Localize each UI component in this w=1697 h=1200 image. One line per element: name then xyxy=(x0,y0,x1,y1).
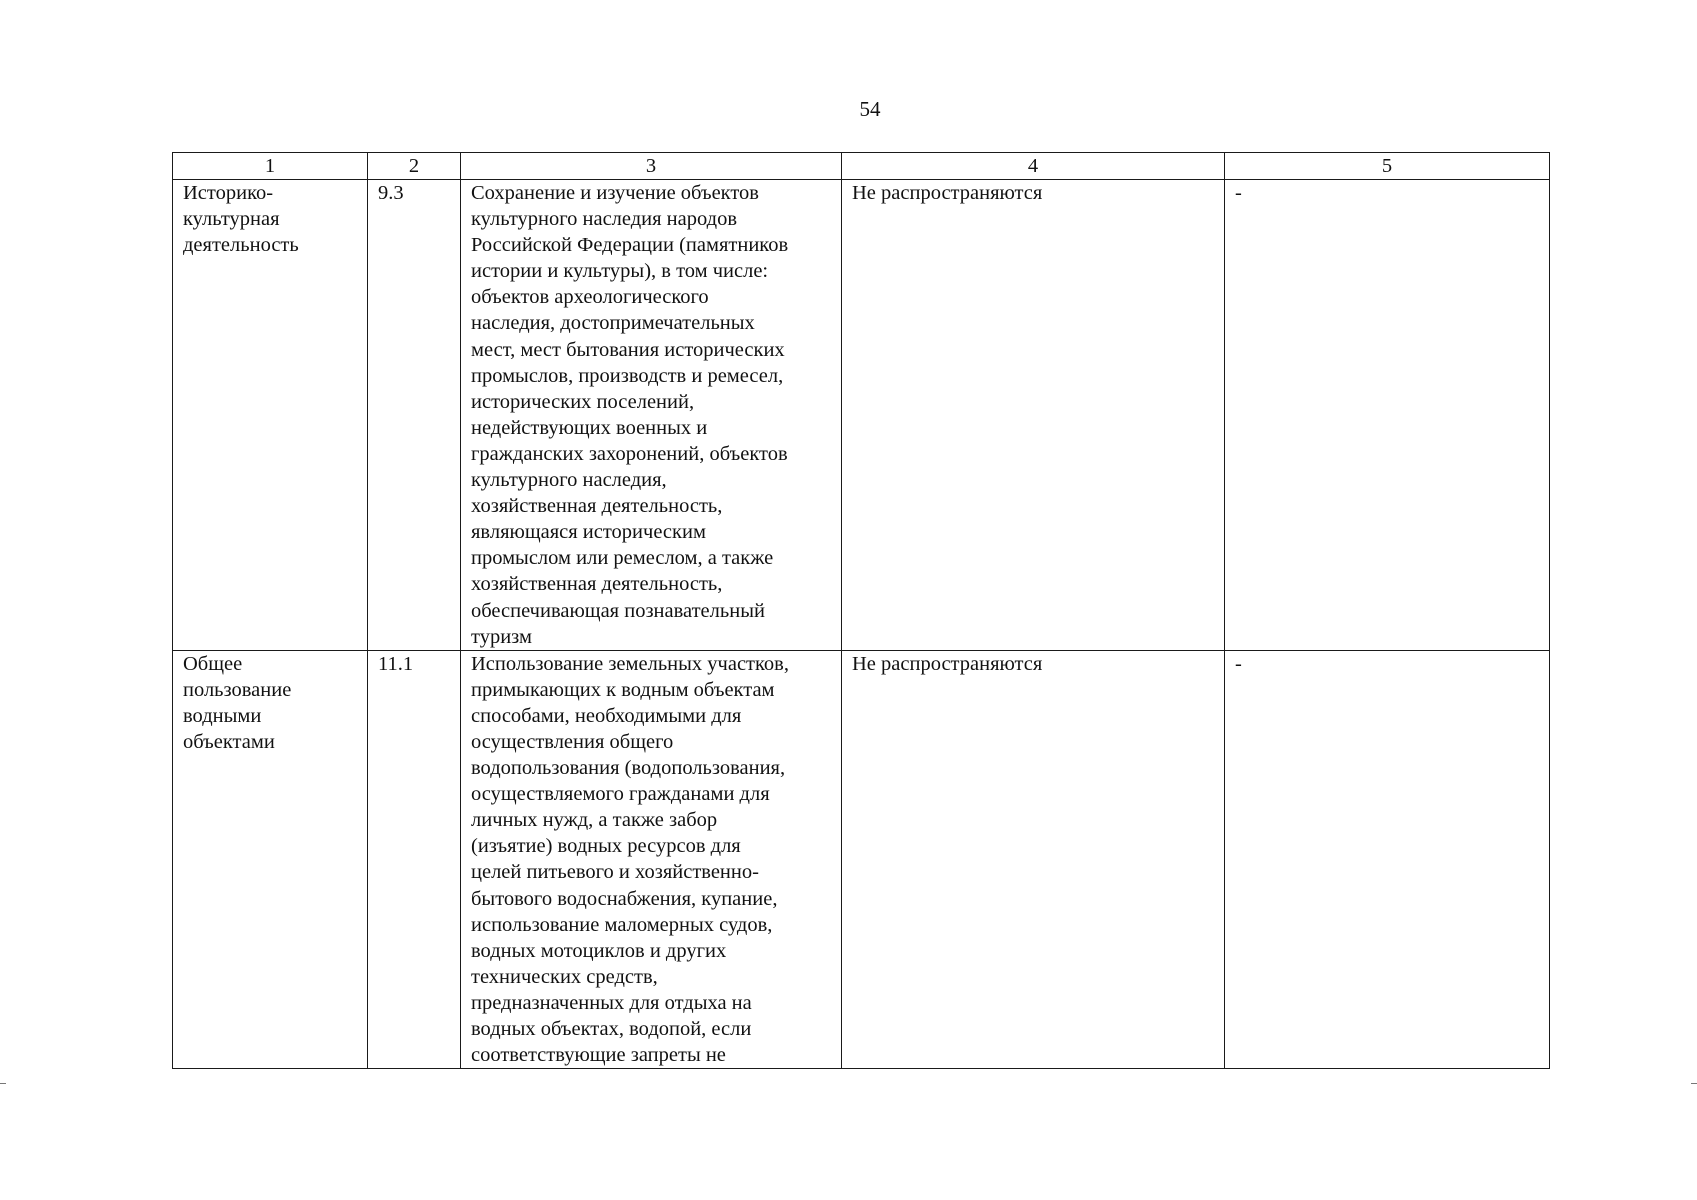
header-col-5: 5 xyxy=(1225,153,1550,180)
header-col-2: 2 xyxy=(368,153,461,180)
header-col-1: 1 xyxy=(173,153,368,180)
notes-cell: - xyxy=(1225,650,1550,1069)
header-row xyxy=(173,153,1550,180)
restrictions-cell: Не распространяются xyxy=(842,180,1225,651)
use-type-description: Использование земельных участков, примыкающих к водным объектам способами, необходимыми для осуществления общего водопользования (водопользования, осуществляемого гражданами для личных нужд, а также забор (изъятие) водных ресурсов для целей питьевого и хозяйственно- бытового водоснабжения, купание, использование маломерных судов, водных мотоциклов и других технических средств, предназначенных для отдыха на водных объектах, водопой, если соответствующие запреты не xyxy=(461,650,842,1069)
use-type-description: Сохранение и изучение объектов культурного наследия народов Российской Федерации (памятников истории и культуры), в том числе: объектов археологического наследия, достопримечательных мест, мест бытования исторических промыслов, производств и ремесел, исторических поселений, недействующих военных и гражданских захоронений, объектов культурного наследия, хозяйственная деятельность, являющаяся историческим промыслом или ремеслом, а также хозяйственная деятельность, обеспечивающая познавательный туризм xyxy=(461,180,842,651)
use-type-name: Общее пользование водными объектами xyxy=(173,650,368,1069)
page-number: 54 xyxy=(859,97,881,121)
scan-edge-mark xyxy=(0,1083,6,1084)
use-type-name: Историко- культурная деятельность xyxy=(173,180,368,651)
use-type-code: 9.3 xyxy=(368,180,461,651)
use-type-code: 11.1 xyxy=(368,650,461,1069)
scan-edge-mark xyxy=(1691,1083,1697,1084)
header-col-4: 4 xyxy=(842,153,1225,180)
header-col-3: 3 xyxy=(461,153,842,180)
restrictions-cell: Не распространяются xyxy=(842,650,1225,1069)
regulations-table xyxy=(172,152,1550,1069)
notes-cell: - xyxy=(1225,180,1550,651)
table-row xyxy=(173,650,1550,1069)
table-row xyxy=(173,180,1550,651)
